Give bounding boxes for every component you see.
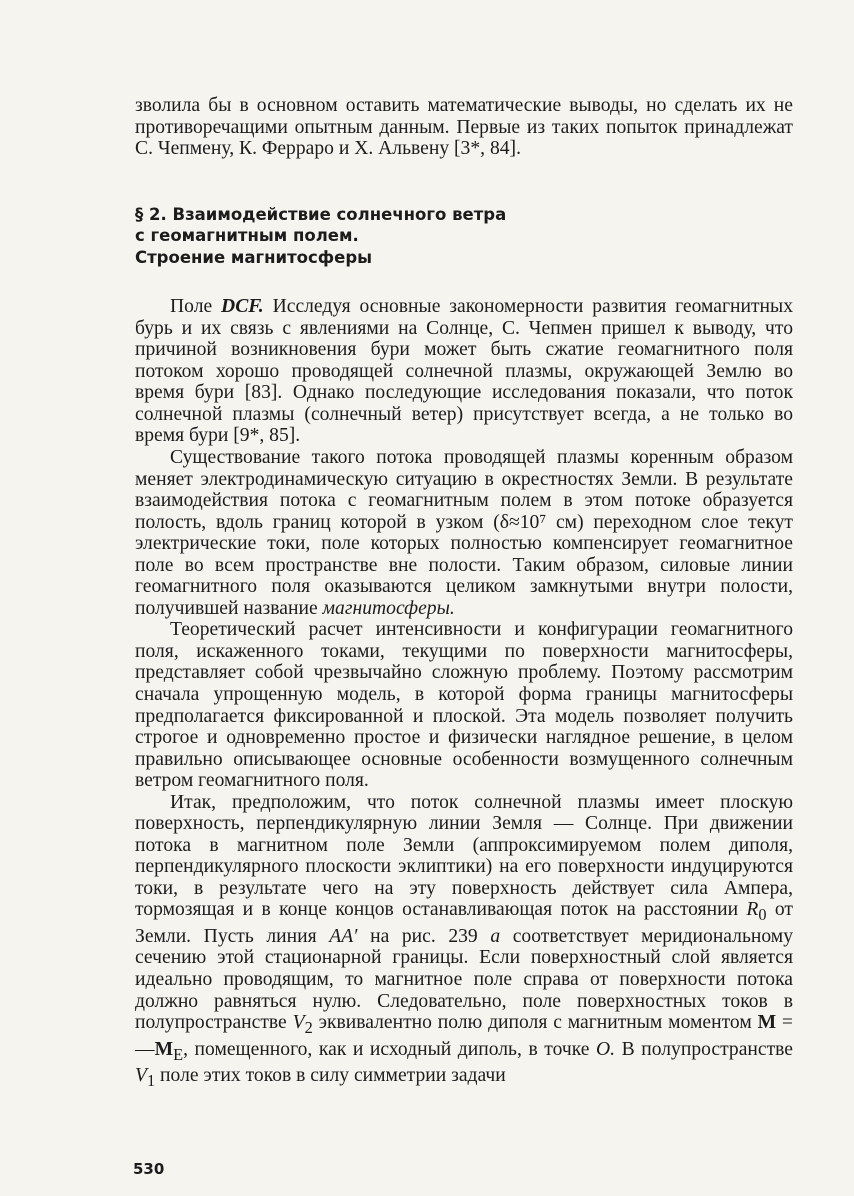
paragraph-text: , помещенного, как и исходный диполь, в точке (183, 1038, 596, 1060)
symbol-moment-me: M (154, 1038, 174, 1060)
paragraph-theoretical-calculation: Теоретический расчет интенсивности и конфигурации геомагнитного поля, искаженного токами, текущими по поверхности магнитосферы, представляет собой чрезвычайно сложную проблему. Поэтому рассмотрим сначала упрощенную модель, в которой форма границы магнитосферы предполагается фиксированной и плоской. Эта модель позволяет получить строгое и одновременно простое и физически наглядное решение, в целом правильно описывающее основные особенности возмущенного солнечным ветром геомагнитного поля. (135, 619, 793, 792)
paragraph-lead: Поле (170, 296, 222, 318)
symbol-r0-subscript: 0 (758, 905, 767, 925)
section-heading-line1: § 2. Взаимодействие солнечного ветра (135, 204, 507, 224)
page-number: 530 (133, 1160, 165, 1178)
symbol-moment-m: M (757, 1012, 777, 1034)
paragraph-text: на рис. 239 (357, 925, 491, 947)
paragraph-continued: зволила бы в основном оставить математические выводы, но сделать их не противоречащими опытным данным. Первые из таких попыток принадлежат С. Чепмену, К. Ферраро и X. Альвену [3*, 84]. (135, 95, 793, 160)
magnetosphere-term: магнитосферы. (322, 597, 455, 619)
section-heading-line3: Строение магнитосферы (135, 247, 373, 267)
paragraph-text: от Земли. Пусть линия (135, 899, 793, 947)
symbol-r0: R (746, 899, 759, 921)
symbol-me-subscript: E (173, 1044, 184, 1064)
paragraph-text: Итак, предположим, что поток солнечной плазмы имеет плоскую поверхность, перпендикулярную линии Земля — Солнце. При движении потока в магнитном поле Земли (аппроксимируемом полем диполя, перпендикулярного плоскости эклиптики) на его поверхности индуцируются токи, в результате чего на эту поверхность действует сила Ампера, тормозящая и в конце концов останавливающая поток на расстоянии (135, 791, 793, 921)
symbol-v1: V (135, 1065, 147, 1086)
paragraph-text: В полупространстве (615, 1038, 793, 1060)
symbol-line-aa: AA′ (329, 925, 358, 947)
paragraph-text: Исследуя основные закономерности развития геомагнитных бурь и их связь с явлениями на Солнце, С. Чепмен пришел к выводу, что причиной возникновения бури может быть сжатие геомагнитного поля потоком хорошо проводящей солнечной плазмы, окружающей Землю во время бури [83]. Однако последующие исследования показали, что поток солнечной плазмы (солнечный ветер) присутствует всегда, а не только во время бури [9*, 85]. (135, 296, 794, 447)
symbol-v2: V (292, 1012, 305, 1034)
symbol-v2-subscript: 2 (304, 1018, 313, 1037)
paragraph-text: соответствует меридиональному сечению этой стационарной границы. Если поверхностный слой является идеально проводящим, то магнитное поле справа от поверхности потока должно равняться нулю. Следовательно, поле поверхностных токов в полупространстве (135, 925, 793, 1034)
symbol-v1-subscript: 1 (146, 1070, 156, 1090)
paragraph-text: поле этих токов в силу симметрии задачи (155, 1065, 506, 1086)
equals-minus: = — (135, 1012, 793, 1060)
text-column (135, 95, 793, 1091)
section-heading (135, 204, 793, 269)
paragraph-text: Существование такого потока проводящей плазмы коренным образом меняет электродинамическую ситуацию в окрестностях Земли. В результате взаимодействия потока с геомагнитным полем в этом потоке образуется полость, вдоль границ которой в узком (δ≈10⁷ см) переходном слое текут электрические токи, поле которых полностью компенсирует геомагнитное поле во всем пространстве вне полости. Таким образом, силовые линии геомагнитного поля оказываются целиком замкнутыми внутри полости, получившей название (135, 446, 793, 619)
paragraph-flat-model (135, 792, 793, 1092)
paragraph-plasma-flow (135, 447, 793, 619)
symbol-point-o: O. (596, 1038, 616, 1060)
paragraph-text: эквивалентно полю диполя с магнитным моментом (312, 1012, 758, 1034)
dcf-term: DCF. (221, 296, 264, 318)
figure-panel-a: а (490, 925, 501, 947)
section-heading-line2: с геомагнитным полем. (135, 226, 359, 246)
paragraph-dcf-field (135, 296, 793, 447)
